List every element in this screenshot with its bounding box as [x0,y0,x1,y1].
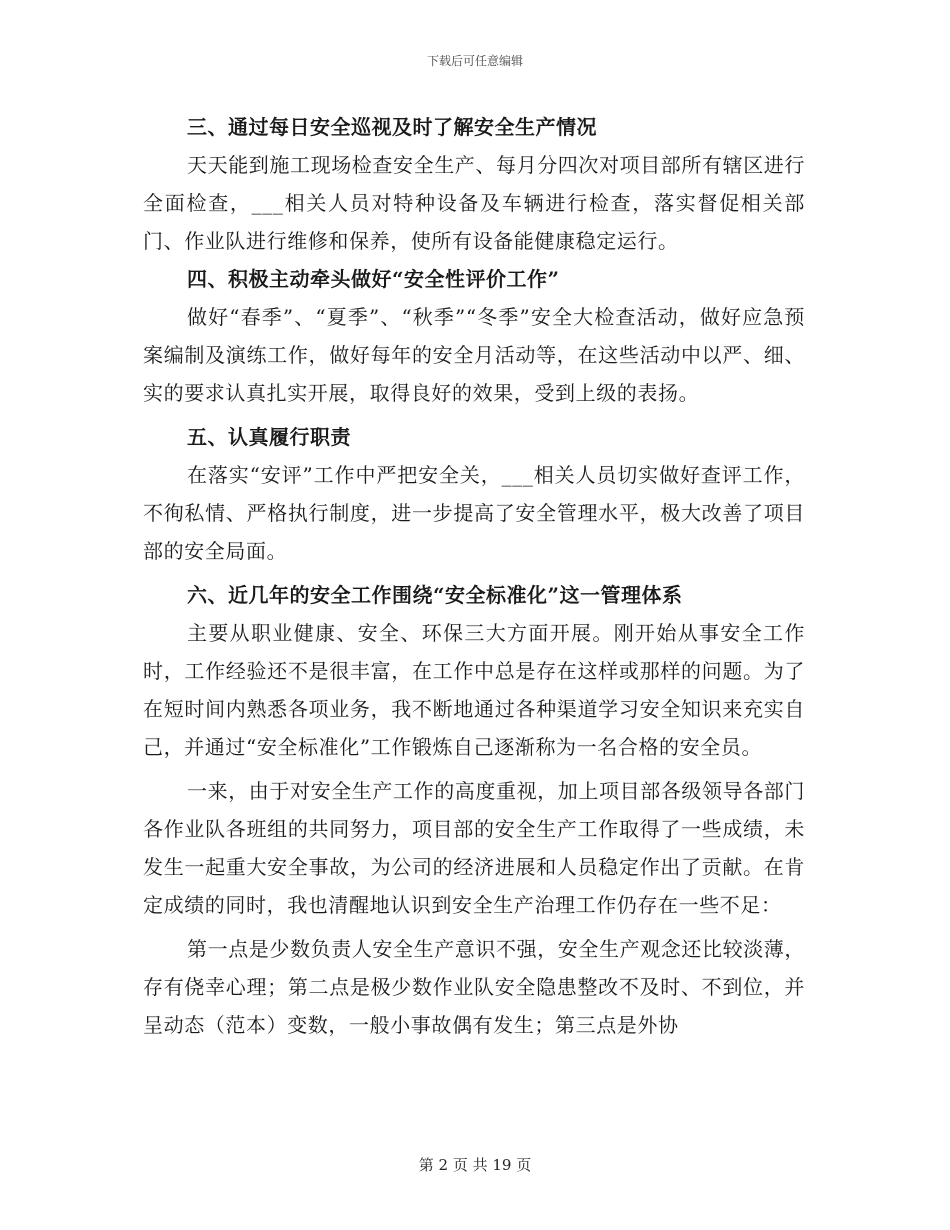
section-heading-5: 五、认真履行职责 [187,425,351,449]
paragraph-duties: 在落实“安评”工作中严把安全关，___相关人员切实做好查评工作，不徇私情、严格执行制度，进一步提高了安全管理水平，极大改善了项目部的安全局面。 [143,463,805,563]
page-header: 下载后可任意编辑 [426,54,523,68]
section-heading-6: 六、近几年的安全工作围绕“安全标准化”这一管理体系 [187,583,683,607]
section-heading-4: 四、积极主动牵头做好“安全性评价工作” [187,267,560,291]
paragraph-achievements: 一来，由于对安全生产工作的高度重视，加上项目部各级领导各部门各作业队各班组的共同努力，项目部的安全生产工作取得了一些成绩，未发生一起重大安全事故，为公司的经济进展和人员稳定作出了贡献。在肯定成绩的同时，我也清醒地认识到安全生产治理工作仍存在一些不足： [143,779,805,917]
document-body [143,108,805,1044]
page-number: 第 2 页 共 19 页 [418,1156,532,1174]
paragraph-daily-inspection: 天天能到施工现场检查安全生产、每月分四次对项目部所有辖区进行全面检查，___相关人员对特种设备及车辆进行检查，落实督促相关部门、作业队进行维修和保养，使所有设备能健康稳定运行。 [143,153,805,253]
paragraph-standardization: 主要从职业健康、安全、环保三大方面开展。刚开始从事安全工作时，工作经验还不是很丰富，在工作中总是存在这样或那样的问题。为了在短时间内熟悉各项业务，我不断地通过各种渠道学习安全知识来充实自己，并通过“安全标准化”工作锻炼自己逐渐称为一名合格的安全员。 [143,621,805,759]
section-heading-3: 三、通过每日安全巡视及时了解安全生产情况 [187,115,597,139]
paragraph-shortcomings: 第一点是少数负责人安全生产意识不强，安全生产观念还比较淡薄，存有侥幸心理；第二点是极少数作业队安全隐患整改不及时、不到位，并呈动态（范本）变数，一般小事故偶有发生；第三点是外协 [143,937,805,1037]
paragraph-safety-evaluation: 做好“春季”、“夏季”、“秋季”“冬季”安全大检查活动，做好应急预案编制及演练工作，做好每年的安全月活动等，在这些活动中以严、细、实的要求认真扎实开展，取得良好的效果，受到上级的表扬。 [143,305,805,405]
